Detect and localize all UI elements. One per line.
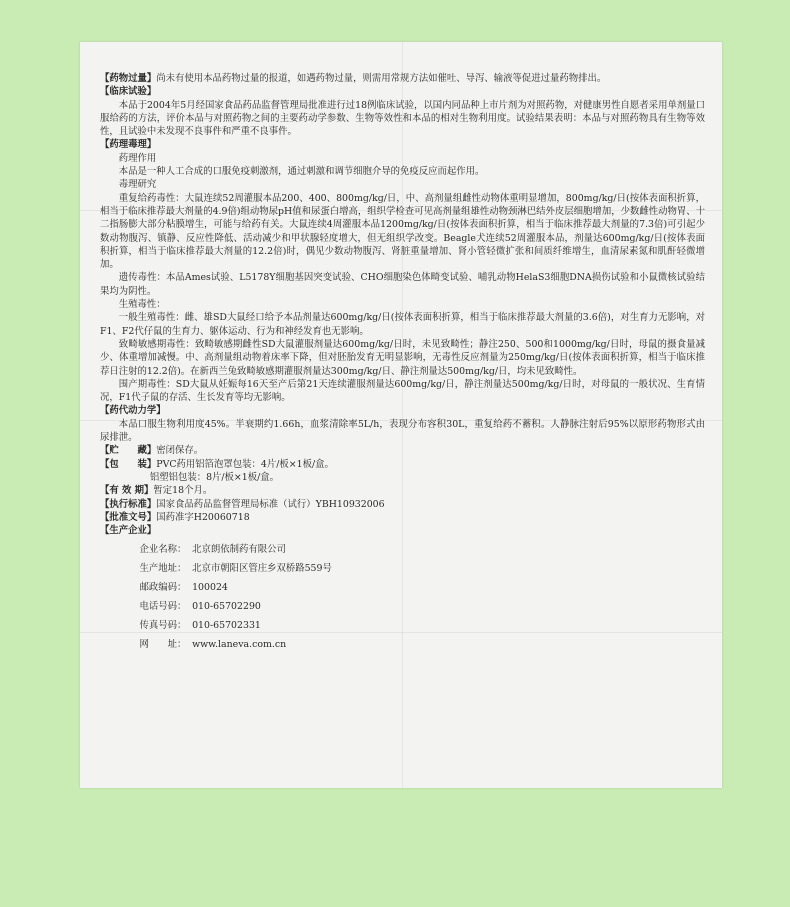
manufacturer-row-address (100, 559, 705, 578)
manufacturer-key: 生产地址： (139, 563, 187, 575)
standard-text: 国家食品药品监督管理局标准（试行）YBH10932006 (156, 498, 385, 510)
toxicity-subheading: 毒理研究 (118, 179, 157, 191)
pharmacology-subheading: 药理作用 (118, 152, 157, 164)
manufacturer-heading: 【生产企业】 (100, 525, 157, 537)
leaflet-sheet (80, 42, 722, 788)
package-line-2: 铝塑铝包装：8片/板×1板/盒。 (149, 471, 280, 483)
package-line-1: PVC药用铝箔泡罩包装：4片/板×1板/盒。 (156, 458, 334, 470)
package-section (100, 458, 705, 471)
validity-section (100, 484, 705, 497)
leaflet-content (100, 72, 705, 654)
reproductive-toxicity-subheading: 生殖毒性： (118, 299, 166, 311)
validity-text: 暂定18个月。 (153, 485, 213, 497)
clinical-heading: 【临床试验】 (100, 86, 157, 98)
manufacturer-key: 邮政编码： (139, 582, 187, 594)
approval-section (100, 511, 705, 524)
manufacturer-key: 企业名称： (139, 544, 187, 556)
manufacturer-key: 电话号码： (139, 601, 187, 613)
pharmacokinetics-text: 本品口服生物利用度45%。半衰期约1.66h，血浆清除率5L/h，表现分布容积30L，重复给药不蓄积。人静脉注射后95%以原形药物形式由尿排泄。 (100, 418, 705, 444)
general-reproductive-toxicity-text: 一般生殖毒性：雌、雄SD大鼠经口给予本品剂量达600mg/kg/日(按体表面积折算，相当于临床推荐最大剂量的3.6倍)，对生育力无影响，对F1、F2代仔鼠的生育力、躯体运动、行为和神经发育也无影响。 (100, 312, 705, 337)
manufacturer-row-phone (100, 597, 705, 616)
manufacturer-row-fax (100, 616, 705, 635)
manufacturer-key: 网 址： (139, 639, 187, 651)
manufacturer-value: 北京市朝阳区管庄乡双桥路559号 (192, 563, 332, 575)
standard-heading: 【执行标准】 (100, 498, 157, 510)
validity-heading: 【有 效 期】 (100, 485, 154, 497)
toxicology-heading: 【药理毒理】 (100, 139, 157, 151)
overdose-section (100, 72, 705, 85)
approval-text: 国药准字H20060718 (156, 511, 250, 523)
package-heading: 【包 装】 (100, 458, 157, 470)
manufacturer-value: 北京朗依制药有限公司 (192, 544, 286, 556)
manufacturer-key: 传真号码： (139, 620, 187, 632)
overdose-heading: 【药物过量】 (100, 73, 157, 84)
perinatal-toxicity-text: 围产期毒性：SD大鼠从妊娠每16天至产后第21天连续灌服剂量达600mg/kg/日，静注剂量达500mg/kg/日时，对母鼠的一般状况、生育情况，F1代子鼠的存活、生长发育等均无影响。 (100, 378, 705, 404)
manufacturer-value: 010-65702290 (192, 601, 261, 613)
repeat-dose-toxicity-text: 重复给药毒性：大鼠连续52周灌服本品200、400、800mg/kg/日，中、高剂量组雌性动物体重明显增加，800mg/kg/日(按体表面积折算，相当于临床推荐最大剂量的4.9倍)组动物尿pH值和尿蛋白增高，组织学检查可见高剂量组雄性动物颈淋巴结外皮层细胞增加，少数雌性动物胃、十二指肠膨大部分粘膜增生，可能与给药有关。大鼠连续4周灌服本品1200mg/kg/日(按体表面积折算，相当于临床推荐最大剂量的7.3倍)可引起少数动物腹泻、镇静、反应性降低、活动减少和甲状腺轻度增大，但无组织学改变。Beagle犬连续52周灌服本品，剂量达600mg/kg/日(按体表面积折算，相当于临床推荐最大剂量的12.2倍)时，偶见少数动物腹泻、肾脏重量增加、肾小管轻微扩张和间质纤维增生，血清尿素氮和肌酐轻微增加。 (100, 192, 705, 271)
manufacturer-row-website (100, 635, 705, 654)
manufacturer-details (100, 540, 705, 654)
overdose-text: 尚未有使用本品药物过量的报道，如遇药物过量，则需用常规方法如催吐、导泻、输液等促进过量药物排出。 (156, 73, 607, 84)
teratogenic-toxicity-text: 致畸敏感期毒性：致畸敏感期雌性SD大鼠灌服剂量达600mg/kg/日时，未见致畸性；静注250、500和1000mg/kg/日时，母鼠的摄食量减少、体重增加减慢。中、高剂量组动物着床率下降，但对胚胎发育无明显影响，无毒性反应剂量为250mg/kg/日(按体表面积折算，相当于临床推荐日注射的12.2倍)。在新西兰兔致畸敏感期灌服剂量达300mg/kg/日、静注剂量达500mg/kg/日，均未见致畸性。 (100, 338, 705, 377)
manufacturer-value: www.laneva.com.cn (192, 639, 287, 651)
storage-section (100, 444, 705, 457)
storage-text: 密闭保存。 (156, 445, 204, 457)
manufacturer-value: 010-65702331 (192, 620, 261, 632)
manufacturer-row-postcode (100, 578, 705, 597)
manufacturer-row-name (100, 540, 705, 559)
manufacturer-value: 100024 (192, 582, 228, 594)
storage-heading: 【贮 藏】 (100, 445, 157, 457)
approval-heading: 【批准文号】 (100, 511, 157, 523)
pharmacokinetics-heading: 【药代动力学】 (100, 405, 166, 417)
clinical-text: 本品于2004年5月经国家食品药品监督管理局批准进行过18例临床试验，以国内同品种上市片剂为对照药物，对健康男性自愿者采用单剂量口服给药的方法，评价本品与对照药物之间的主要药动学参数、生物等效性和本品的相对生物利用度。试验结果表明：本品与对照药物具有生物等效性，且试验中未发现不良事件和严重不良事件。 (100, 99, 705, 138)
genotoxicity-text: 遗传毒性：本品Ames试验、L5178Y细胞基因突变试验、CHO细胞染色体畸变试验、哺乳动物HelaS3细胞DNA损伤试验和小鼠微核试验结果均为阴性。 (100, 272, 705, 297)
pharmacology-text: 本品是一种人工合成的口服免疫刺激剂，通过刺激和调节细胞介导的免疫反应而起作用。 (118, 166, 485, 178)
standard-section (100, 498, 705, 511)
